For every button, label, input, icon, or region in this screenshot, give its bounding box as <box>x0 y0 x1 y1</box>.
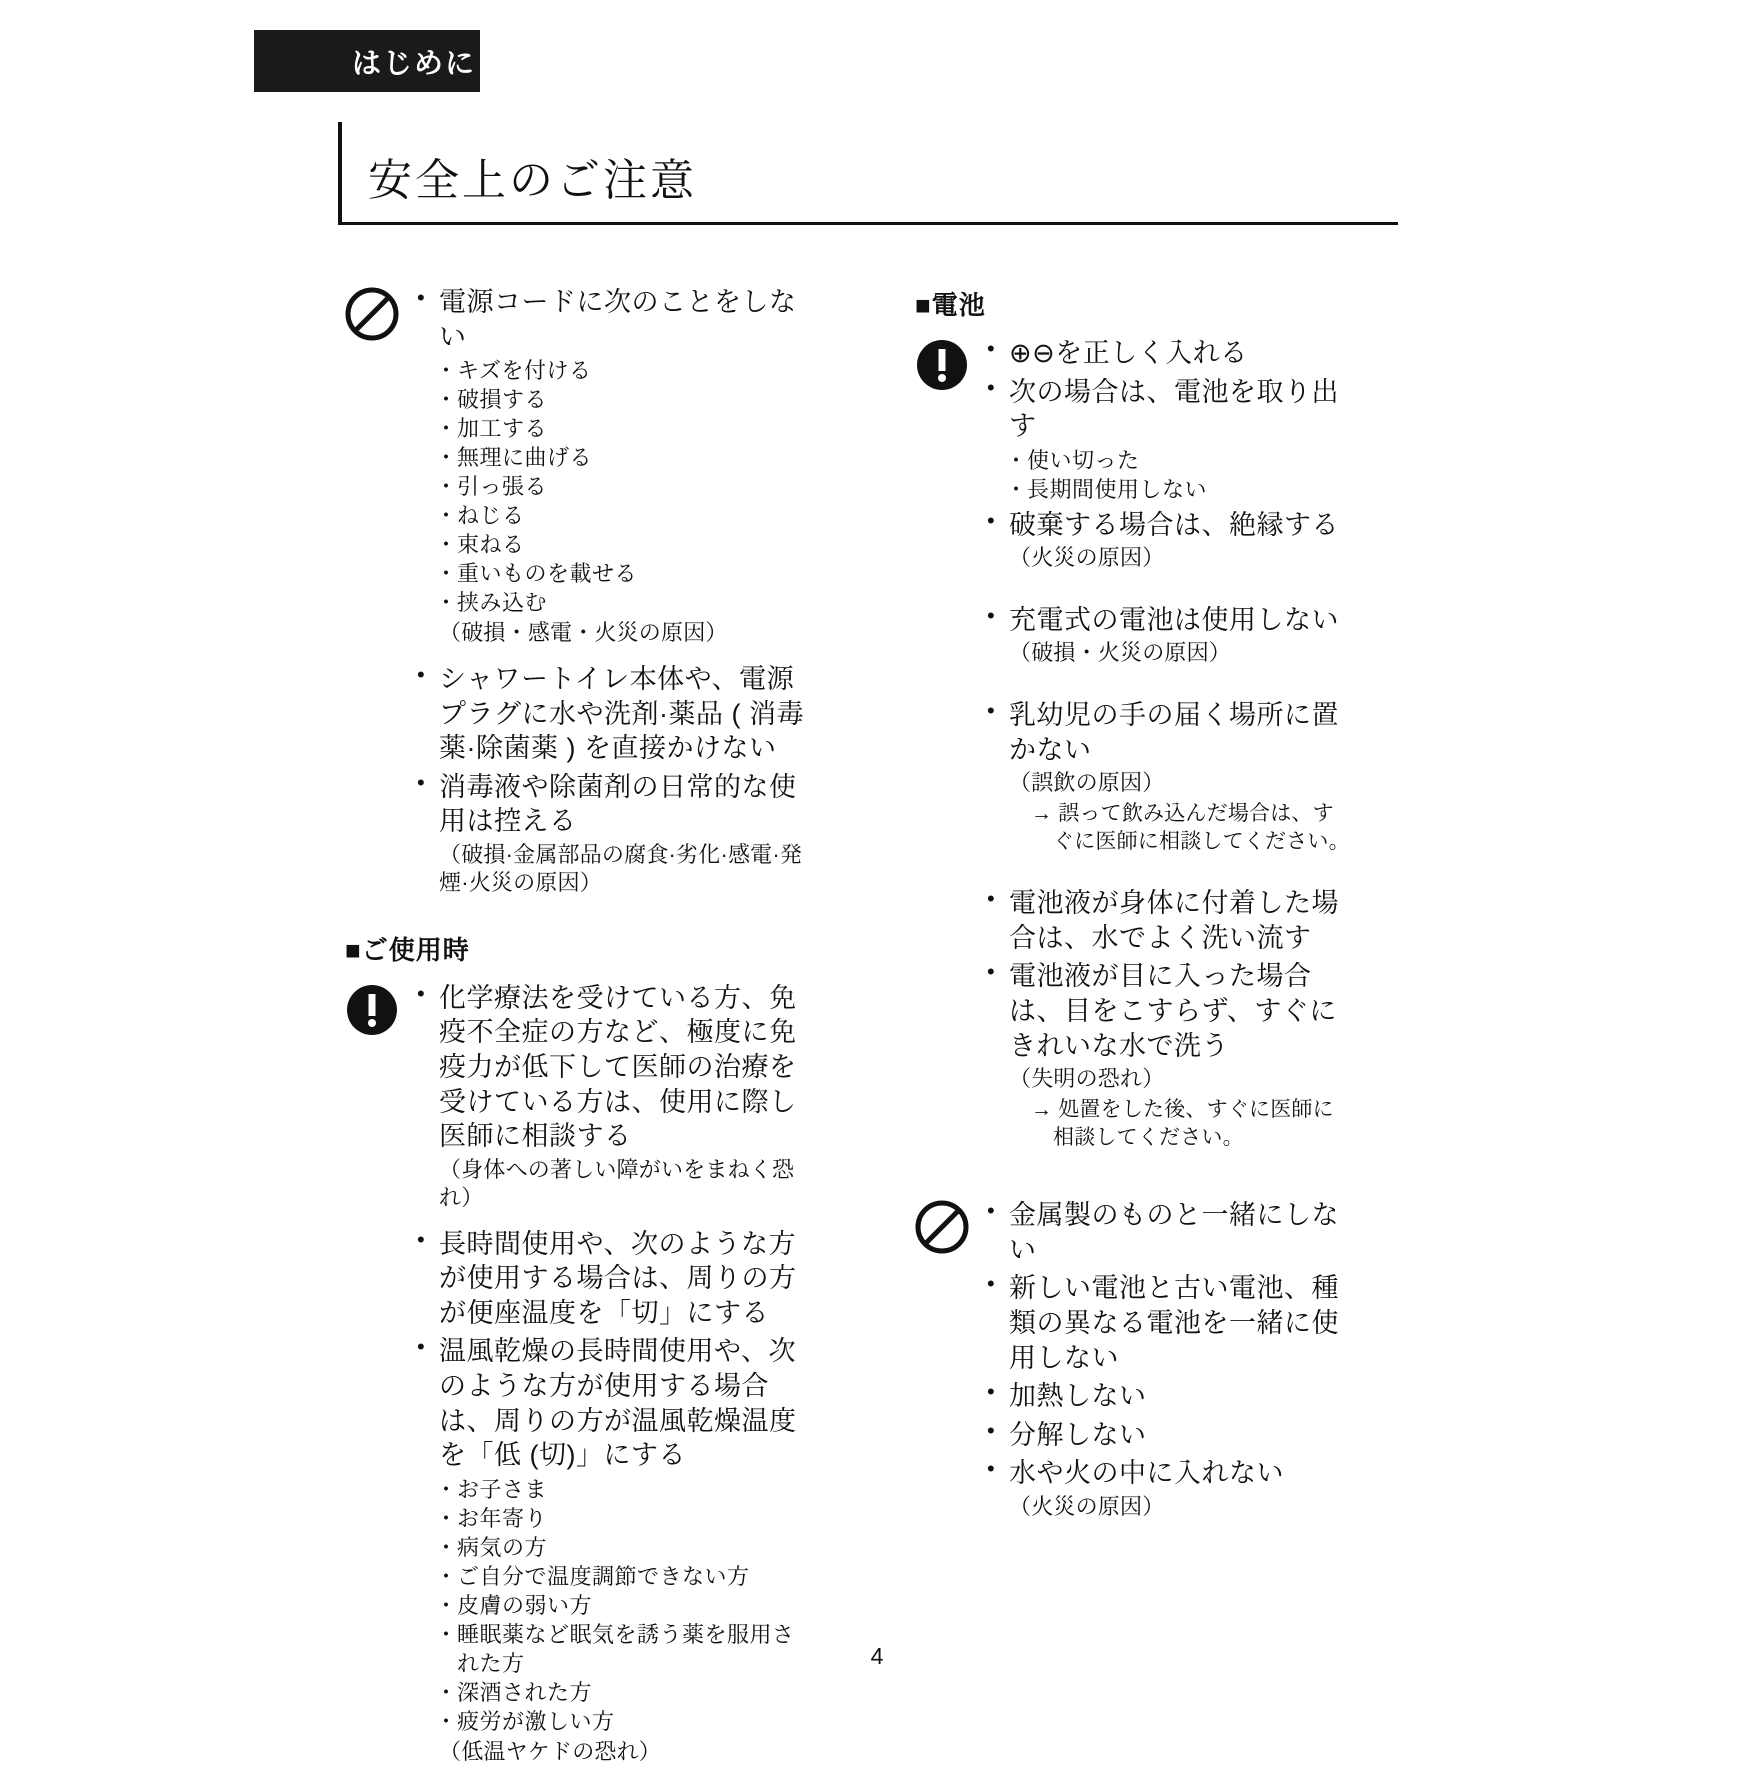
list-item <box>983 336 1355 371</box>
list-item <box>983 1271 1355 1375</box>
list-item <box>983 603 1355 668</box>
cause-note: （火災の原因） <box>1009 1493 1165 1519</box>
sub-list-item: ・ ご自分で温度調節できない方 <box>439 1562 815 1591</box>
caution-icon <box>915 338 969 392</box>
advice-note: → 処置をした後、すぐに医師に相談してください。 <box>1031 1097 1334 1150</box>
sub-list-item: ・ 睡眠薬など眠気を誘う薬を服用された方 <box>439 1620 815 1678</box>
sub-list-item: ・ 挟み込む <box>439 588 815 617</box>
advice-note: → 誤って飲み込んだ場合は、すぐに医師に相談してください。 <box>1031 801 1350 854</box>
list-item <box>413 770 815 898</box>
title-left-rule <box>338 122 342 222</box>
list-item-text: 次の場合は、電池を取り出す <box>1009 376 1339 442</box>
cause-note: （破損・火災の原因） <box>1009 640 1232 666</box>
warning-block-battery-caution <box>915 336 1355 1152</box>
list-item <box>413 1334 815 1766</box>
list-item-text: 電源コードに次のことをしない <box>439 287 797 352</box>
sub-list-item: ・ 引っ張る <box>439 472 815 501</box>
list-item <box>983 1456 1355 1521</box>
sub-list-item: ・ 皮膚の弱い方 <box>439 1591 815 1620</box>
sub-list-item: ・ キズを付ける <box>439 356 815 385</box>
list-item <box>983 1418 1355 1453</box>
sub-list-item: ・ 深酒された方 <box>439 1678 815 1707</box>
sub-list-item: ・ 重いものを載せる <box>439 559 815 588</box>
bullet-list <box>983 1198 1355 1521</box>
list-item <box>983 698 1355 856</box>
sub-list-item: ・ 長期間使用しない <box>1009 475 1355 504</box>
list-item-text: 温風乾燥の長時間使用や、次のような方が使用する場合は、周りの方が温風乾燥温度を「低 (切)」にする <box>439 1336 797 1471</box>
sub-list <box>439 356 815 617</box>
cause-note: （身体への著しい障がいをまねく恐れ） <box>439 1156 795 1211</box>
list-item-text: 新しい電池と古い電池、種類の異なる電池を一緒に使用しない <box>1009 1273 1339 1373</box>
list-item <box>983 959 1355 1152</box>
left-column <box>345 285 815 1773</box>
list-item-text: 電池液が身体に付着した場合は、水でよく洗い流す <box>1009 888 1339 953</box>
section-tab: はじめに <box>254 30 480 92</box>
sub-list-item: ・ 無理に曲げる <box>439 443 815 472</box>
sub-list-item: ・ 加工する <box>439 414 815 443</box>
sub-list <box>439 1475 815 1736</box>
list-item-text: 化学療法を受けている方、免疫不全症の方など、極度に免疫力が低下して医師の治療を受けている方は、使用に際し医師に相談する <box>439 982 797 1152</box>
list-item-text: 乳幼児の手の届く場所に置かない <box>1009 699 1339 765</box>
cause-note: （火災の原因） <box>1009 545 1165 571</box>
list-item <box>983 886 1355 955</box>
list-item-text: 充電式の電池は使用しない <box>1009 604 1339 635</box>
warning-block-power-cord <box>345 285 815 898</box>
cause-note: （低温ヤケドの恐れ） <box>439 1738 662 1764</box>
bullet-list <box>413 285 815 898</box>
cause-note: （破損·金属部品の腐食·劣化·感電·発煙·火災の原因） <box>439 841 803 896</box>
list-item <box>983 1379 1355 1414</box>
sub-list-item: ・ 束ねる <box>439 530 815 559</box>
list-item-text: シャワートイレ本体や、電源プラグに水や洗剤·薬品 ( 消毒薬·除菌薬 ) を直接かけない <box>439 663 804 764</box>
list-item-text: 水や火の中に入れない <box>1009 1458 1284 1489</box>
cause-note: （誤飲の原因） <box>1009 770 1165 796</box>
page-title-block <box>338 122 1398 232</box>
sub-list-item: ・ 疲労が激しい方 <box>439 1707 815 1736</box>
right-column <box>915 285 1355 1527</box>
list-item-text: 破棄する場合は、絶縁する <box>1009 509 1339 540</box>
caution-icon <box>345 983 399 1037</box>
page-title: 安全上のご注意 <box>368 156 697 205</box>
list-item <box>983 1198 1355 1267</box>
list-item <box>983 508 1355 573</box>
sub-list-item: ・ 破損する <box>439 385 815 414</box>
page-number: 4 <box>870 1643 884 1669</box>
sub-list <box>1009 446 1355 504</box>
list-item-text: 加熱しない <box>1009 1381 1147 1412</box>
list-item <box>983 375 1355 504</box>
cause-note: （失明の恐れ） <box>1009 1066 1165 1092</box>
list-item <box>413 285 815 648</box>
list-item-text: ⊕⊖を正しく入れる <box>1009 338 1248 368</box>
prohibition-icon <box>915 1200 969 1254</box>
list-item <box>413 981 815 1213</box>
list-item-text: 電池液が目に入った場合は、目をこすらず、すぐにきれいな水で洗う <box>1009 961 1337 1061</box>
list-item-text: 分解しない <box>1009 1419 1147 1450</box>
list-item <box>413 662 815 766</box>
section-heading-usage: ■ご使用時 <box>345 934 470 965</box>
prohibition-icon <box>345 287 399 341</box>
list-item-text: 金属製のものと一緒にしない <box>1009 1200 1339 1265</box>
warning-block-battery-prohibition <box>915 1198 1355 1521</box>
bullet-list <box>983 336 1355 1152</box>
list-item-text: 長時間使用や、次のような方が使用する場合は、周りの方が便座温度を「切」にする <box>439 1228 797 1328</box>
sub-list-item: ・ 病気の方 <box>439 1533 815 1562</box>
section-heading-battery: ■電池 <box>915 290 986 320</box>
title-bottom-rule <box>338 222 1398 225</box>
sub-list-item: ・ お年寄り <box>439 1504 815 1533</box>
list-item-text: 消毒液や除菌剤の日常的な使用は控える <box>439 771 797 837</box>
sub-list-item: ・ 使い切った <box>1009 446 1355 475</box>
sub-list-item: ・ お子さま <box>439 1475 815 1504</box>
cause-note: （破損・感電・火災の原因） <box>439 620 728 646</box>
sub-list-item: ・ ねじる <box>439 501 815 530</box>
list-item <box>413 1227 815 1331</box>
